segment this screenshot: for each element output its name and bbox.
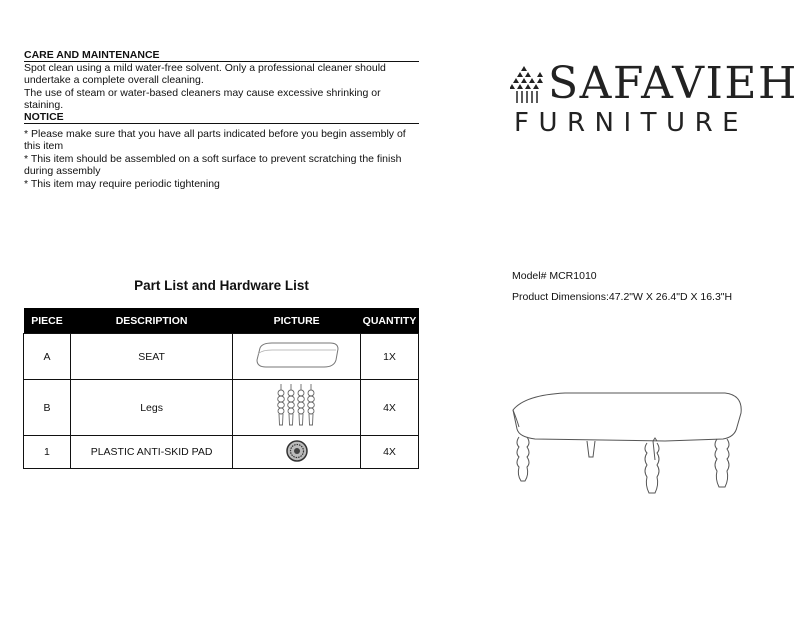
- brand-name: SAFAVIEH: [548, 58, 798, 109]
- model-number: Model# MCR1010: [512, 270, 597, 282]
- bench-illustration: [505, 385, 750, 515]
- cell-picture: [233, 436, 361, 469]
- parts-table: [23, 308, 419, 469]
- anti-skid-pad-icon: [285, 439, 309, 463]
- header-piece: PIECE: [24, 308, 71, 334]
- table-row: [24, 380, 419, 436]
- cell-quantity: 1X: [361, 334, 419, 380]
- notice-line-1: * Please make sure that you have all parts indicated before you begin assembly of this item: [24, 128, 406, 153]
- cell-description: SEAT: [70, 334, 232, 380]
- product-dimensions: Product Dimensions:47.2"W X 26.4"D X 16.3"H: [512, 291, 733, 303]
- notice-title: NOTICE: [24, 111, 419, 124]
- care-text: [24, 62, 419, 112]
- table-row: [24, 436, 419, 469]
- cell-quantity: 4X: [361, 436, 419, 469]
- notice-text: [24, 128, 419, 190]
- cell-picture: [233, 380, 361, 436]
- cell-description: Legs: [70, 380, 232, 436]
- header-picture: PICTURE: [233, 308, 361, 334]
- seat-icon: [252, 340, 342, 370]
- cell-quantity: 4X: [361, 380, 419, 436]
- care-title: CARE AND MAINTENANCE: [24, 49, 419, 62]
- notice-line-2: * This item should be assembled on a soft surface to prevent scratching the finish during assembly: [24, 152, 402, 178]
- table-row: [24, 334, 419, 380]
- cell-piece: A: [24, 334, 71, 380]
- notice-line-3: * This item may require periodic tightening: [24, 177, 220, 190]
- care-line-1: Spot clean using a mild water-free solvent. Only a professional cleaner should undertake a complete overall cleaning.: [24, 62, 386, 87]
- triangle-pattern-logo-icon: [510, 64, 546, 104]
- cell-picture: [233, 334, 361, 380]
- legs-icon: [275, 383, 319, 429]
- cell-description: PLASTIC ANTI-SKID PAD: [70, 436, 232, 469]
- parts-table-title: Part List and Hardware List: [134, 278, 309, 293]
- header-quantity: QUANTITY: [361, 308, 419, 334]
- cell-piece: 1: [24, 436, 71, 469]
- cell-piece: B: [24, 380, 71, 436]
- brand-sub: FURNITURE: [514, 108, 749, 138]
- care-line-2: The use of steam or water-based cleaners may cause excessive shrinking or staining.: [24, 86, 381, 112]
- header-description: DESCRIPTION: [70, 308, 232, 334]
- table-header-row: [24, 308, 419, 334]
